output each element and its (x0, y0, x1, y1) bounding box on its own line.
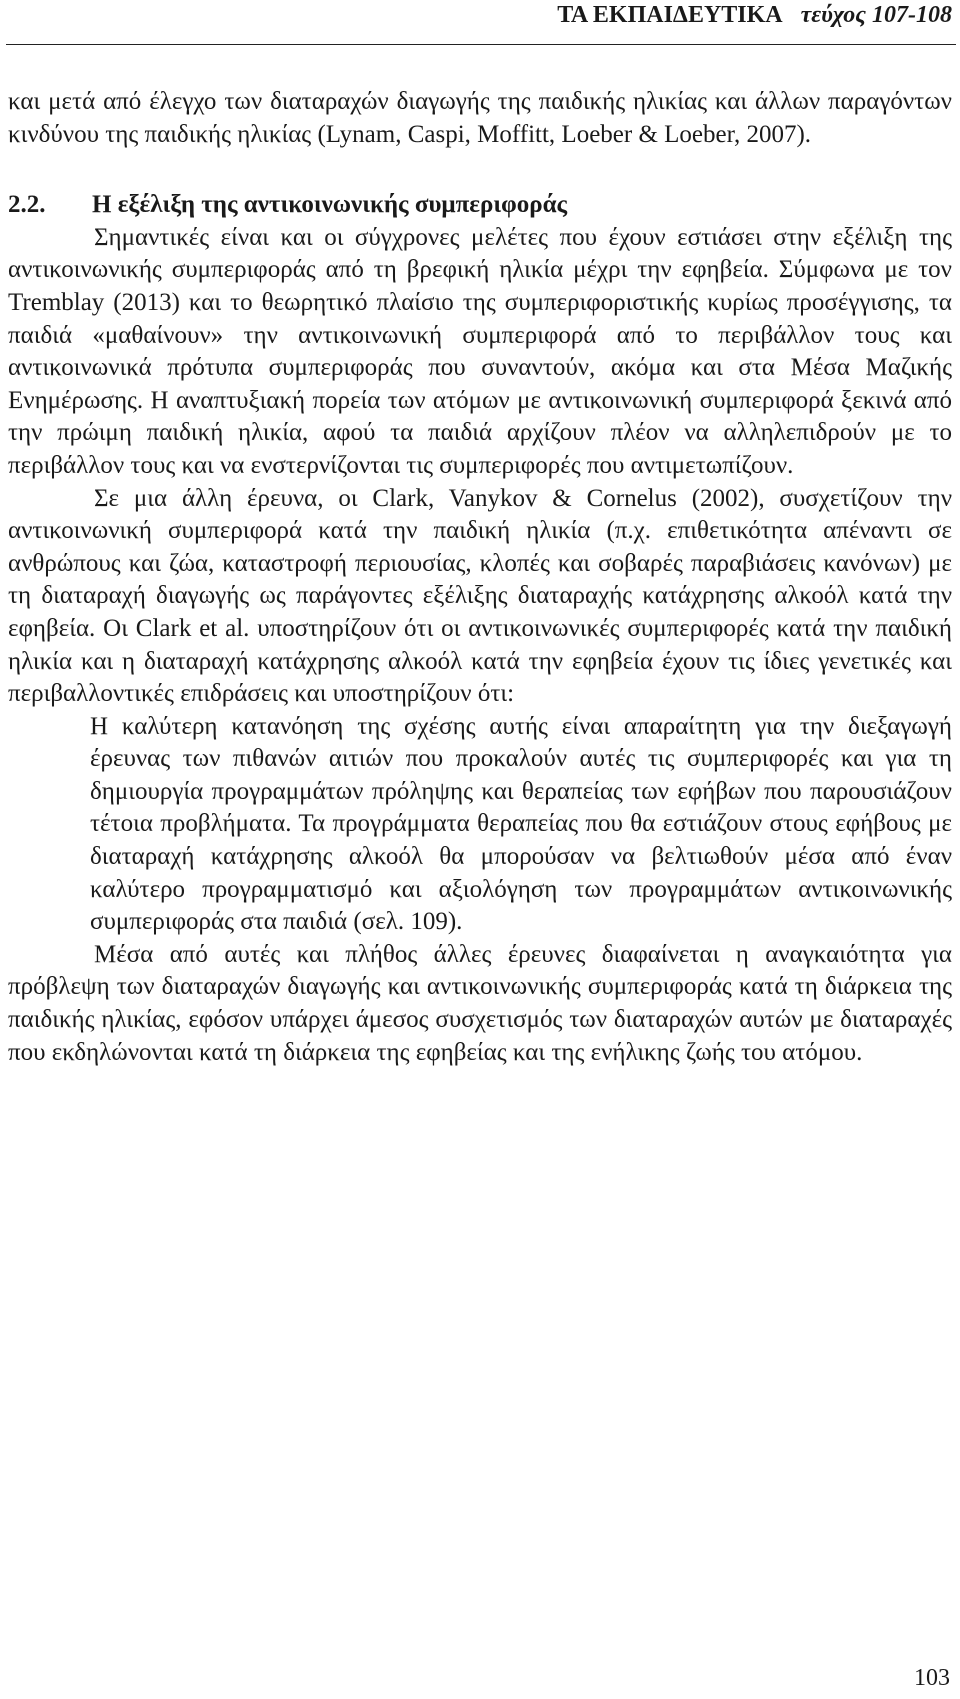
block-quote: Η καλύτερη κατανόηση της σχέσης αυτής είναι απαραίτητη για την διεξαγωγή έρευνας των πιθανών αιτιών που προκαλούν αυτές τις συμπεριφορές και για τη δημιουργία προγραμμάτων πρόληψης και θεραπείας των εφήβων που παρουσιάζουν τέτοια προβλήματα. Τα προγράμματα θεραπείας που θα εστιάζουν στους εφήβους με διαταραχή κατάχρησης αλκοόλ θα μπορούσαν να βελτιωθούν μέσα από έναν καλύτερο προγραμματισμό και αξιολόγηση των προγραμμάτων αντικοινωνικής συμπεριφοράς στα παιδιά (σελ. 109). (90, 712, 952, 936)
header-title (557, 0, 952, 30)
section-title: Η εξέλιξη της αντικοινωνικής συμπεριφοράς (92, 191, 568, 219)
opening-paragraph: και μετά από έλεγχο των διαταραχών διαγωγής της παιδικής ηλικίας και άλλων παραγόντων κινδύνου της παιδικής ηλικίας (Lynam, Caspi, Moffitt, Loeber & Loeber, 2007). (8, 88, 952, 148)
paragraph-3: Μέσα από αυτές και πλήθος άλλες έρευνες διαφαίνεται η αναγκαιότητα για πρόβλεψη των διαταραχών διαγωγής και αντικοινωνικής συμπεριφοράς κατά τη διάρκεια της παιδικής ηλικίας, εφόσον υπάρχει άμεσος συσχετισμός των διαταραχών αυτών με διαταραχές που εκδηλώνονται κατά τη διάρκεια της εφηβείας και της ενήλικης ζωής του ατόμου. (8, 940, 952, 1066)
page-body (8, 86, 952, 1069)
spacer (8, 151, 952, 189)
paragraph-2: Σε μια άλλη έρευνα, οι Clark, Vanykov & Cornelus (2002), συσχετίζουν την αντικοινωνική συμπεριφορά κατά την παιδική ηλικία (π.χ. επιθετικότητα απέναντι σε ανθρώπους και ζώα, καταστροφή περιουσίας, κλοπές και σοβαρές παραβιάσεις κανόνων) με τη διαταραχή διαγωγής ως παράγοντες εξέλιξης διαταραχής κατάχρησης αλκοόλ κατά την εφηβεία. Οι Clark et al. υποστηρίζουν ότι οι αντικοινωνικές συμπεριφορές κατά την παιδική ηλικία και η διαταραχή κατάχρησης αλκοόλ κατά την εφηβεία έχουν τις ίδιες γενετικές και περιβαλλοντικές επιδράσεις και υποστηρίζουν ότι: (8, 484, 952, 708)
section-number: 2.2. (8, 191, 46, 219)
issue-number: τεύχος 107-108 (800, 2, 952, 28)
paragraph-1: Σημαντικές είναι και οι σύγχρονες μελέτες που έχουν εστιάσει στην εξέλιξη της αντικοινωνικής συμπεριφοράς από τη βρεφική ηλικία μέχρι την εφηβεία. Σύμφωνα με τον Tremblay (2013) και το θεωρητικό πλαίσιο της συμπεριφοριστικής κυρίως προσέγγισης, τα παιδιά «μαθαίνουν» την αντικοινωνική συμπεριφορά από το περιβάλλον τους και αντικοινωνικά πρότυπα συμπεριφοράς που συναντούν, ακόμα και στα Μέσα Μαζικής Ενημέρωσης. Η αναπτυξιακή πορεία των ατόμων με αντικοινωνική συμπεριφορά ξεκινά από την πρώιμη παιδική ηλικία, αφού τα παιδιά αρχίζουν πλέον να αλληλεπιδρούν με το περιβάλλον τους και να ενστερνίζονται τις συμπεριφορές που αντιμετωπίζουν. (8, 223, 952, 479)
journal-name: ΤΑ ΕΚΠΑΙΔΕΥΤΙΚΑ (557, 2, 783, 28)
section-heading (8, 189, 952, 222)
page-number: 103 (914, 1665, 950, 1691)
running-header (6, 0, 956, 45)
